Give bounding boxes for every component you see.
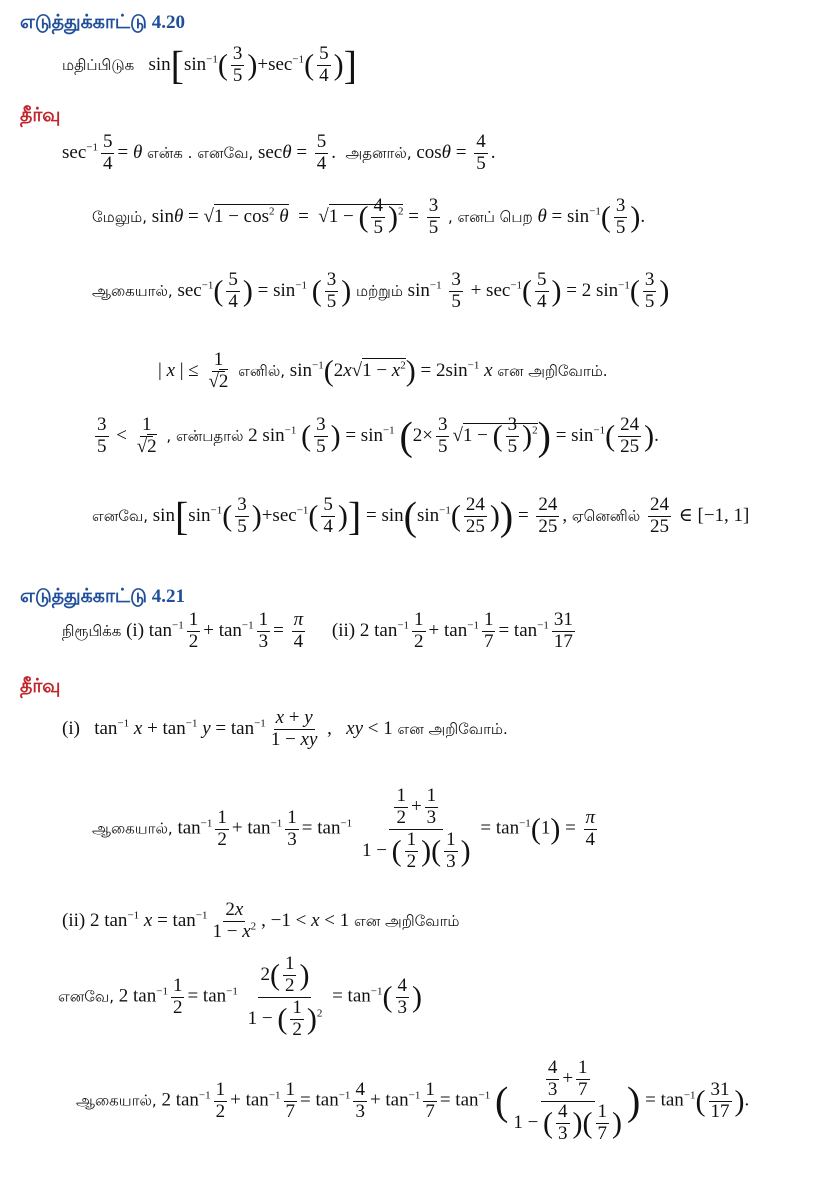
ex1-word-melum: மேலும்,: [92, 207, 148, 226]
ex2-word-enave: எனவே,: [58, 987, 115, 1006]
ex1-word-ena-arivom: என அறிவோம்.: [497, 361, 608, 380]
ex1-word-enenil: ஏனெனில்: [571, 506, 641, 525]
ex1-word-adhanal: அதனால்,: [345, 143, 412, 162]
ex1-problem: மதிப்பிடுக $\sin[\sin^{-1}$( $\frac{3}{5}$ )$+\sec^{-1}$( $\frac{5}{4}$ )]: [62, 42, 357, 88]
ex1-word-enbadhal: , என்பதால்: [166, 426, 244, 445]
ex1-line-1: $\sec^{-1}$ $\frac{5}{4}$ = θ என்க . எனவே, secθ = $\frac{5}{4}$ . அதனால், cosθ = $\frac{4}{5}$ .: [62, 131, 496, 174]
ex2-line-4: எனவே, 2 $\tan^{-1}$ $\frac{1}{2}$ = $\tan^{-1}$ 2( $\frac{1}{2}$ ) 1 − ( $\frac{1}{2}$ )$^2$ = $\tan^{-1}$( $\frac{4}{3}$ ): [58, 953, 422, 1040]
ex2-line-1: (i) $\tan^{-1} x + \tan^{-1} y = \tan^{-1}$ $\frac{x + y}{1 - xy}$ , xy < 1 என அறிவோம்.: [62, 707, 508, 750]
ex1-word-aagaiyaal: ஆகையால்,: [92, 281, 173, 300]
ex1-word-enka: என்க . எனவே,: [147, 143, 254, 162]
ex1-word-enave: எனவே,: [92, 506, 149, 525]
ex2-part-i-label: (i): [126, 619, 145, 641]
ex2-line-3: (ii) 2 $\tan^{-1} x = \tan^{-1}$ $\frac{2x}{1 - x^2}$ , −1 < x < 1 என அறிவோம்: [62, 899, 460, 942]
ex1-line-4: | x | ≤ $\frac{1}{√2}$ எனில், $\sin^{-1}(2x√1 - x^2) = 2\sin^{-1}$ x என அறிவோம்.: [158, 349, 608, 392]
ex1-word-enil: எனில்,: [238, 361, 286, 380]
ex1-line-2: மேலும், $\sin\theta = √1 - \cos^2 \theta = √1$ − ( $\frac{4}{5}$ )$^2$ = $\frac{3}{5}$ , எனப் பெற $\theta = \sin^{-1}$( $\frac{3}{5}$ ).: [92, 195, 646, 238]
ex2-word-aagaiyaal-2: ஆகையால்,: [76, 1091, 157, 1110]
ex2-problem: நிரூபிக்க (i) $\tan^{-1}$ $\frac{1}{2}$ + $\tan^{-1}$ $\frac{1}{3}$ = $\frac{\pi}{4}$ (ii) 2 $\tan^{-1}$ $\frac{1}{2}$ + $\tan^{-1}$ $\frac{1}{7}$ = $\tan^{-1}$ $\frac{31}{17}$: [62, 609, 573, 652]
ex1-line-3: ஆகையால், $\sec^{-1}$( $\frac{5}{4}$ ) = $\sin^{-1}$ ( $\frac{3}{5}$ ) மற்றும் $\sin^{-1}$ $\frac{3}{5}$ + $\sec^{-1}$( $\frac{5}{4}$ ) = 2 $\sin^{-1}$( $\frac{3}{5}$ ): [92, 269, 670, 312]
ex2-solution-label: தீர்வு: [20, 676, 61, 697]
ex2-word-aagaiyaal-1: ஆகையால்,: [92, 819, 173, 838]
ex2-task-word: நிரூபிக்க: [62, 621, 122, 640]
ex2-part-ii-label: (ii): [331, 619, 356, 641]
example-4-20-heading: எடுத்துக்காட்டு 4.20: [20, 12, 185, 33]
ex2-word-ena-arivom-dot: என அறிவோம்.: [397, 719, 508, 738]
ex2-step-i-label: (i): [62, 717, 80, 739]
ex1-word-matrum: மற்றும்: [356, 281, 403, 300]
ex1-solution-label: தீர்வு: [20, 105, 61, 126]
ex1-line-6: எனவே, $\sin[\sin^{-1}$( $\frac{3}{5}$ )$+\sec^{-1}$( $\frac{5}{4}$ )] = $\sin(\sin^{-1}$( $\frac{24}{25}$ )) = $\frac{24}{25}$ , ஏனெனில் $\frac{24}{25}$ ∈ [−1, 1]: [92, 493, 750, 539]
ex2-line-5: ஆகையால், 2 $\tan^{-1}$ $\frac{1}{2}$ + $\tan^{-1}$ $\frac{1}{7}$ = $\tan^{-1}$ $\frac{4}{3}$ + $\tan^{-1}$ $\frac{1}{7}$ = $\tan^{-1}$ ( $\frac{4}{3}$ + $\frac{1}{7}$ 1 − ( $\frac{4}{3}$ )( $\frac{1}{7}$ ) ) = $\tan^{-1}$( $\frac{31}{17}$ ).: [76, 1057, 750, 1144]
ex1-line-5: $\frac{3}{5}$ < $\frac{1}{√2}$ , என்பதால் 2 $\sin^{-1}$ ( $\frac{3}{5}$ ) = $\sin^{-1} (2\times$ $\frac{3}{5}$ √1 − ( $\frac{3}{5}$ )$^2) = \sin^{-1}$( $\frac{24}{25}$ ).: [97, 413, 659, 459]
ex1-task-word: மதிப்பிடுக: [62, 55, 135, 74]
example-4-21-heading: எடுத்துக்காட்டு 4.21: [20, 586, 185, 607]
ex2-line-2: ஆகையால், $\tan^{-1}$ $\frac{1}{2}$ + $\tan^{-1}$ $\frac{1}{3}$ = $\tan^{-1}$ $\frac{1}{2}$ + $\frac{1}{3}$ 1 − ( $\frac{1}{2}$ )( $\frac{1}{3}$ ) = $\tan^{-1}(1)$ = $\frac{\pi}{4}$: [92, 785, 596, 872]
ex2-step-ii-label: (ii): [62, 909, 86, 931]
ex1-word-enappera: , எனப் பெற: [447, 207, 533, 226]
ex2-word-ena-arivom: என அறிவோம்: [354, 911, 460, 930]
